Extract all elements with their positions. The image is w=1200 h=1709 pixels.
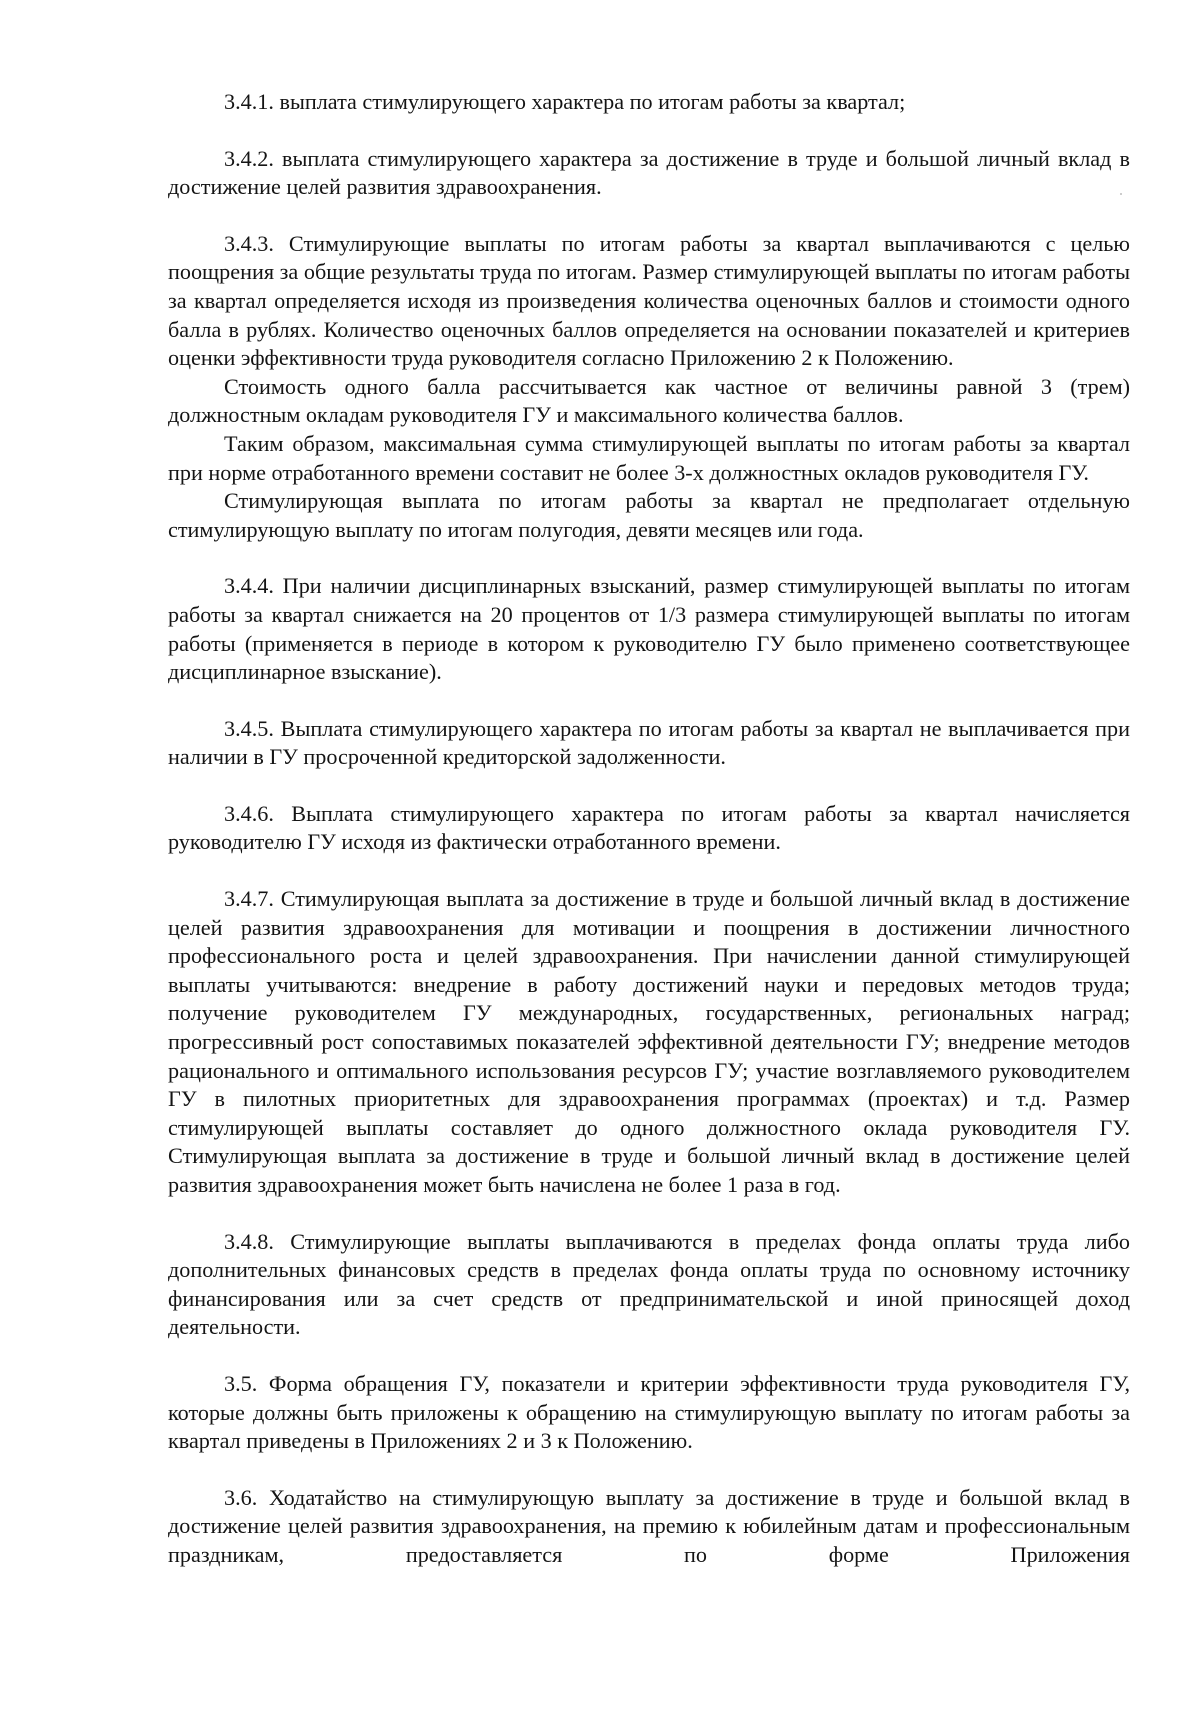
paragraph-3-4-7: 3.4.7. Стимулирующая выплата за достижение в труде и большой личный вклад в достижение целей развития здравоохранения для мотивации и поощрения в достижении личностного профессионального роста и целей здравоохранения. При начислении данной стимулирующей выплаты учитываются: внедрение в работу достижений науки и передовых методов труда; получение руководителем ГУ международных, государственных, региональных наград; прогрессивный рост сопоставимых показателей эффективной деятельности ГУ; внедрение методов рационального и оптимального использования ресурсов ГУ; участие возглавляемого руководителем ГУ в пилотных приоритетных для здравоохранения программах (проектах) и т.д. Размер стимулирующей выплаты составляет до одного должностного оклада руководителя ГУ. Стимулирующая выплата за достижение в труде и большой личный вклад в достижение целей развития здравоохранения может быть начислена не более 1 раза в год. [168,886,1130,1197]
paragraph-max-sum: Таким образом, максимальная сумма стимулирующей выплаты по итогам работы за квартал при норме отработанного времени составит не более 3-х должностных окладов руководителя ГУ. [168,430,1130,485]
paragraph-3-4-5: 3.4.5. Выплата стимулирующего характера по итогам работы за квартал не выплачивается при наличии в ГУ просроченной кредиторской задолженности. [168,715,1130,770]
paragraph-point-cost: Стоимость одного балла рассчитывается как частное от величины равной 3 (трем) должностным окладам руководителя ГУ и максимального количества баллов. [168,373,1130,428]
paragraph-no-separate-payment: Стимулирующая выплата по итогам работы за квартал не предполагает отдельную стимулирующую выплату по итогам полугодия, девяти месяцев или года. [168,488,1130,542]
scan-speck [1120,193,1122,195]
paragraph-3-4-2: 3.4.2. выплата стимулирующего характера за достижение в труде и большой личный вклад в достижение целей развития здравоохранения. [168,145,1130,200]
paragraph-3-4-4: 3.4.4. При наличии дисциплинарных взысканий, размер стимулирующей выплаты по итогам работы за квартал снижается на 20 процентов от 1/3 размера стимулирующей выплаты по итогам работы (применяется в периоде в котором к руководителю ГУ было применено соответствующее дисциплинарное взыскание). [168,573,1130,685]
paragraph-3-4-6: 3.4.6. Выплата стимулирующего характера по итогам работы за квартал начисляется руководителю ГУ исходя из фактически отработанного времени. [168,800,1130,855]
paragraph-3-6: 3.6. Ходатайство на стимулирующую выплату за достижение в труде и большой вклад в достижение целей развития здравоохранения, на премию к юбилейным датам и профессиональным праздникам, предоставляется по форме Приложения [168,1484,1130,1567]
paragraph-3-5: 3.5. Форма обращения ГУ, показатели и критерии эффективности труда руководителя ГУ, которые должны быть приложены к обращению на стимулирующую выплату по итогам работы за квартал приведены в Приложениях 2 и 3 к Положению. [168,1370,1130,1454]
paragraph-3-4-3: 3.4.3. Стимулирующие выплаты по итогам работы за квартал выплачиваются с целью поощрения за общие результаты труда по итогам. Размер стимулирующей выплаты по итогам работы за квартал определяется исходя из произведения количества оценочных баллов и стоимости одного балла в рублях. Количество оценочных баллов определяется на основании показателей и критериев оценки эффективности труда руководителя согласно Приложению 2 к Положению. [168,230,1130,371]
paragraph-3-4-8: 3.4.8. Стимулирующие выплаты выплачиваются в пределах фонда оплаты труда либо дополнительных финансовых средств в пределах фонда оплаты труда по основному источнику финансирования или за счет средств от предпринимательской и иной приносящей доход деятельности. [168,1228,1130,1340]
document-page [168,88,1130,1570]
paragraph-3-4-1: 3.4.1. выплата стимулирующего характера по итогам работы за квартал; [224,89,906,114]
